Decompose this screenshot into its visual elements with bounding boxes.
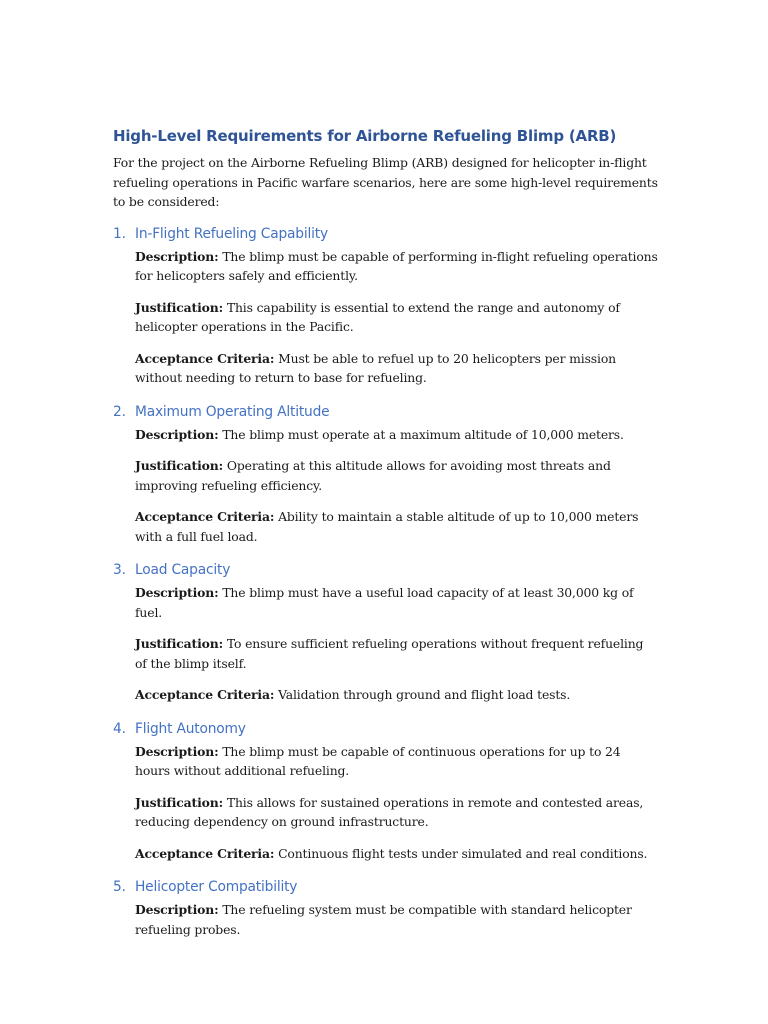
justification-paragraph [135, 634, 658, 673]
description-text: The blimp must be capable of continuous operations for up to 24 hours without additional refueling. [135, 743, 621, 778]
requirement-title: Flight Autonomy [135, 720, 246, 737]
requirement-item [113, 224, 658, 388]
requirement-number: 3. [113, 562, 126, 578]
description-label: Description: [135, 743, 219, 759]
description-label: Description: [135, 248, 219, 264]
acceptance-label: Acceptance Criteria: [135, 509, 275, 524]
requirement-number: 4. [113, 720, 126, 737]
document-page [113, 126, 658, 953]
requirement-item [113, 402, 658, 547]
requirement-number: 5. [113, 879, 126, 895]
description-paragraph [135, 900, 658, 939]
requirement-title: Load Capacity [135, 562, 231, 578]
justification-text: This capability is essential to extend the range and autonomy of helicopter operations in the Pacific. [135, 299, 620, 334]
requirement-title: In-Flight Refueling Capability [135, 225, 328, 242]
acceptance-paragraph [135, 349, 658, 388]
acceptance-paragraph [135, 507, 658, 546]
requirement-body [135, 583, 658, 705]
requirement-heading [113, 719, 658, 739]
requirement-heading [113, 224, 658, 244]
justification-paragraph [135, 298, 658, 337]
acceptance-text: Validation through ground and flight load tests. [274, 687, 571, 702]
description-text: The blimp must operate at a maximum altitude of 10,000 meters. [218, 426, 624, 442]
requirement-body [135, 742, 658, 864]
acceptance-label: Acceptance Criteria: [135, 350, 275, 366]
requirement-title: Maximum Operating Altitude [135, 403, 330, 420]
description-text: The blimp must have a useful load capacity of at least 30,000 kg of fuel. [135, 585, 634, 620]
requirement-body [135, 425, 658, 547]
description-paragraph [135, 583, 658, 622]
requirement-item [113, 560, 658, 705]
description-paragraph [135, 247, 658, 286]
justification-paragraph [135, 793, 658, 832]
requirement-heading [113, 877, 658, 897]
justification-text: Operating at this altitude allows for avoiding most threats and improving refueling efficiency. [135, 458, 611, 493]
description-label: Description: [135, 426, 219, 442]
justification-label: Justification: [135, 458, 224, 473]
description-text: The refueling system must be compatible with standard helicopter refueling probes. [135, 902, 632, 937]
justification-text: This allows for sustained operations in remote and contested areas, reducing dependency on ground infrastructure. [135, 794, 644, 829]
requirement-item [113, 877, 658, 939]
justification-label: Justification: [135, 299, 224, 315]
acceptance-paragraph [135, 685, 658, 705]
acceptance-label: Acceptance Criteria: [135, 845, 275, 861]
description-text: The blimp must be capable of performing in-flight refueling operations for helicopters safely and efficiently. [135, 248, 658, 283]
acceptance-text: Must be able to refuel up to 20 helicopters per mission without needing to return to base for refueling. [135, 350, 616, 385]
acceptance-text: Ability to maintain a stable altitude of up to 10,000 meters with a full fuel load. [135, 509, 639, 544]
requirement-heading [113, 402, 658, 422]
document-title: High-Level Requirements for Airborne Refueling Blimp (ARB) [113, 127, 617, 145]
justification-paragraph [135, 456, 658, 495]
description-paragraph [135, 742, 658, 781]
requirement-title: Helicopter Compatibility [135, 879, 298, 895]
description-label: Description: [135, 902, 219, 917]
requirement-body [135, 900, 658, 939]
description-label: Description: [135, 585, 219, 600]
requirement-heading [113, 560, 658, 580]
requirement-number: 1. [113, 225, 126, 242]
requirement-body [135, 247, 658, 388]
justification-label: Justification: [135, 794, 224, 810]
requirement-item [113, 719, 658, 864]
intro-paragraph: For the project on the Airborne Refueling Blimp (ARB) designed for helicopter in-flight refueling operations in Pacific warfare scenarios, here are some high-level requirements to be considered: [113, 155, 658, 209]
description-paragraph [135, 425, 658, 445]
justification-label: Justification: [135, 636, 224, 651]
acceptance-text: Continuous flight tests under simulated and real conditions. [274, 845, 648, 861]
acceptance-label: Acceptance Criteria: [135, 687, 275, 702]
acceptance-paragraph [135, 844, 658, 864]
justification-text: To ensure sufficient refueling operations without frequent refueling of the blimp itself. [135, 636, 644, 671]
requirement-number: 2. [113, 403, 126, 420]
